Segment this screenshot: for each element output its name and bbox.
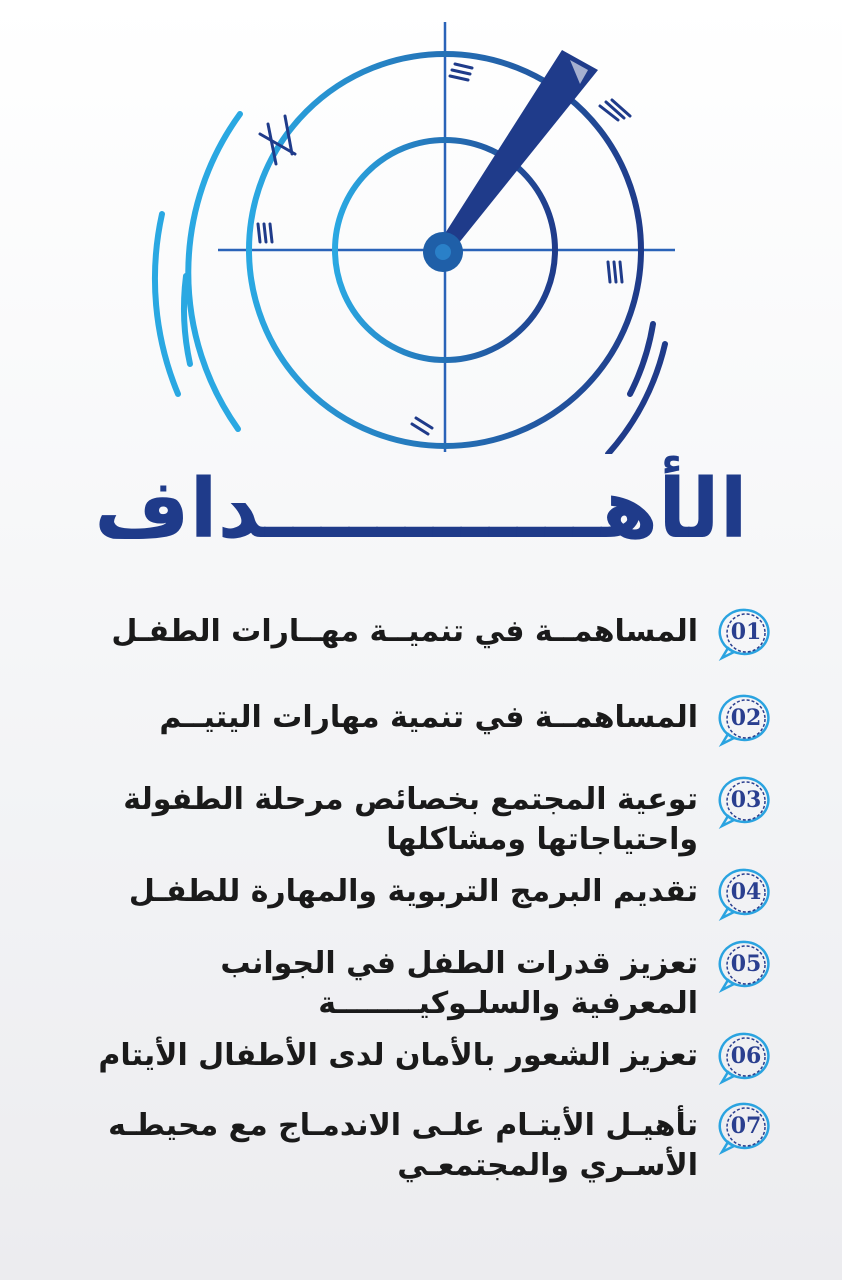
goal-number-badge: [718, 774, 774, 830]
goal-text: تأهيـل الأيتـام علـى الاندمـاج مع محيطـه الأسـري والمجتمعـي: [108, 1108, 698, 1183]
goal-number-badge: [718, 1100, 774, 1156]
goal-item-03: [70, 780, 774, 860]
goal-text: توعية المجتمع بخصائص مرحلة الطفولة واحتياجاتها ومشاكلها: [123, 782, 698, 857]
goal-item-05: [70, 944, 774, 1024]
goal-item-02: [70, 698, 774, 748]
goal-number-badge: [718, 606, 774, 662]
goal-number: 04: [730, 879, 762, 905]
goal-text: تعزيز الشعور بالأمان لدى الأطفال الأيتام: [98, 1038, 698, 1073]
goal-item-01: [70, 612, 774, 662]
goal-number-badge: [718, 1030, 774, 1086]
goal-number: 05: [730, 951, 762, 977]
target-compass-icon: [130, 14, 710, 454]
goal-number: 07: [730, 1113, 762, 1139]
goal-item-07: [70, 1106, 774, 1186]
goal-number: 02: [730, 705, 762, 731]
goal-item-06: [70, 1036, 774, 1086]
goal-text: تقديم البرمج التربوية والمهارة للطفـل: [128, 874, 698, 909]
goal-text: تعزيز قدرات الطفل في الجوانب المعرفية والسلـوكيــــــــة: [220, 946, 698, 1021]
goal-number-badge: [718, 692, 774, 748]
goal-item-04: [70, 872, 774, 922]
goal-number: 06: [730, 1043, 762, 1069]
goal-number-badge: [718, 938, 774, 994]
goal-number: 03: [730, 787, 762, 813]
goal-text: المساهمــة في تنمية مهارات اليتيــم: [159, 700, 698, 735]
goal-number: 01: [730, 619, 762, 645]
page-title: الأهــــــــــــداف: [94, 462, 748, 557]
goal-number-badge: [718, 866, 774, 922]
goal-text: المساهمــة في تنميــة مهــارات الطفـل: [111, 614, 698, 649]
